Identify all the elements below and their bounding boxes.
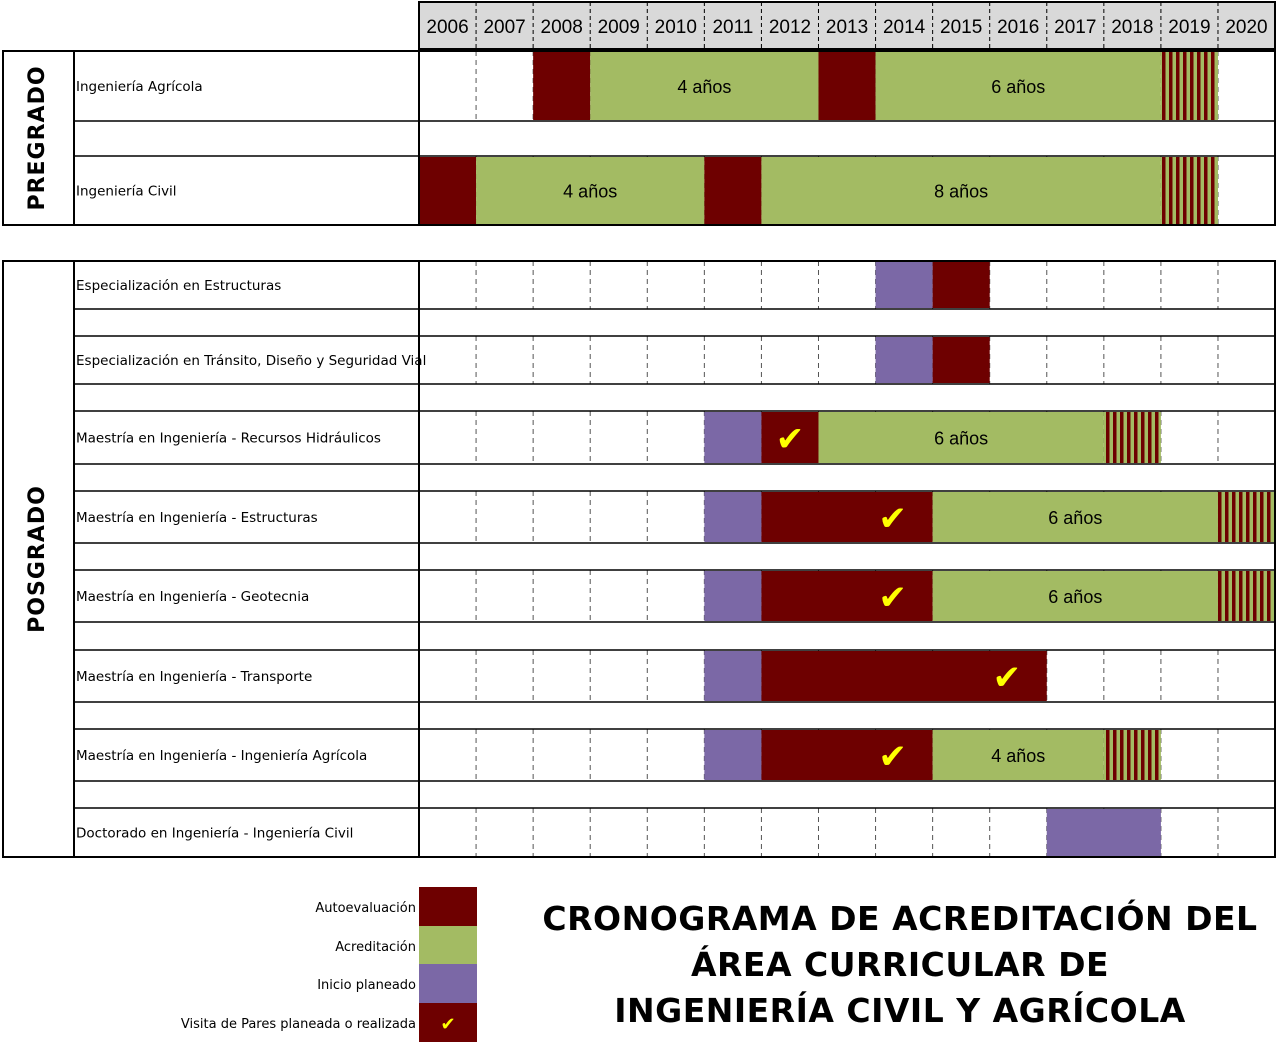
year-tick-label: 2010 [654, 17, 697, 38]
year-tick-label: 2013 [825, 17, 869, 38]
bar-autoevaluacion [818, 52, 875, 120]
program-label: Especialización en Tránsito, Diseño y Seguridad Vial [76, 353, 427, 369]
bar-hatch [1218, 571, 1275, 621]
program-label: Maestría en Ingeniería - Geotecnia [76, 589, 310, 605]
year-tick-label: 2017 [1054, 17, 1097, 38]
year-tick-label: 2012 [768, 17, 812, 38]
program-label: Maestría en Ingeniería - Transporte [76, 669, 313, 685]
bar-hatch [1104, 412, 1161, 463]
legend-label: Acreditación [335, 940, 416, 955]
legend-label: Autoevaluación [315, 901, 416, 916]
year-tick-label: 2014 [882, 17, 926, 38]
legend-label: Inicio planeado [317, 978, 416, 993]
bar-autoevaluacion [704, 157, 761, 224]
duration-label: 6 años [1048, 508, 1103, 528]
peer-visit-check: ✔ [878, 578, 907, 618]
peer-visit-check: ✔ [878, 499, 907, 539]
bar-inicio-planeado [704, 730, 761, 780]
peer-visit-check: ✔ [775, 419, 805, 460]
duration-label: 6 años [934, 428, 989, 449]
program-label: Maestría en Ingeniería - Ingeniería Agrícola [76, 748, 368, 764]
program-label: Ingeniería Civil [76, 183, 177, 200]
bar-inicio-planeado [876, 262, 933, 308]
bar-inicio-planeado [1047, 809, 1161, 856]
duration-label: 4 años [991, 746, 1046, 766]
program-label: Ingeniería Agrícola [76, 79, 203, 95]
year-tick-label: 2011 [712, 17, 754, 38]
bar-autoevaluacion [761, 571, 932, 621]
year-tick-label: 2016 [997, 17, 1040, 38]
year-tick-label: 2020 [1225, 17, 1268, 38]
chart-title: CRONOGRAMA DE ACREDITACIÓN DEL ÁREA CURRICULAR DE INGENIERÍA CIVIL Y AGRÍCOLA [542, 899, 1258, 1030]
year-tick-label: 2009 [597, 17, 640, 38]
year-tick-label: 2018 [1111, 17, 1154, 38]
year-tick-label: 2019 [1168, 17, 1211, 38]
bar-autoevaluacion [761, 492, 932, 542]
duration-label: 4 años [563, 181, 618, 202]
program-label: Especialización en Estructuras [76, 278, 282, 294]
duration-label: 6 años [1048, 587, 1103, 607]
bar-autoevaluacion [933, 262, 990, 308]
duration-label: 8 años [934, 181, 989, 202]
program-label: Maestría en Ingeniería - Recursos Hidráulicos [76, 430, 381, 447]
year-tick-label: 2006 [426, 17, 469, 38]
program-label: Doctorado en Ingeniería - Ingeniería Civil [76, 825, 354, 842]
bar-autoevaluacion [933, 337, 990, 383]
bar-autoevaluacion [419, 157, 476, 224]
legend-check-icon: ✔ [440, 1014, 456, 1035]
bar-inicio-planeado [704, 492, 761, 542]
bar-hatch [1161, 52, 1218, 120]
bar-hatch [1161, 157, 1218, 224]
duration-label: 4 años [677, 77, 732, 97]
bar-inicio-planeado [704, 412, 761, 463]
duration-label: 6 años [991, 77, 1046, 97]
legend-label: Visita de Pares planeada o realizada [180, 1017, 416, 1032]
program-label: Maestría en Ingeniería - Estructuras [76, 510, 318, 526]
legend-swatch [419, 926, 477, 965]
bar-hatch [1218, 492, 1275, 542]
year-tick-label: 2007 [483, 17, 526, 38]
year-tick-label: 2015 [940, 17, 983, 38]
year-tick-label: 2008 [540, 17, 583, 38]
bar-inicio-planeado [704, 651, 761, 701]
group-label: POSGRADO [25, 485, 50, 633]
peer-visit-check: ✔ [992, 658, 1022, 698]
bar-autoevaluacion [761, 730, 932, 780]
peer-visit-check: ✔ [878, 737, 907, 777]
bar-inicio-planeado [704, 571, 761, 621]
bar-inicio-planeado [876, 337, 933, 383]
legend-swatch [419, 964, 477, 1003]
group-label: PREGRADO [25, 65, 50, 211]
bar-autoevaluacion [533, 52, 590, 120]
legend-swatch [419, 887, 477, 926]
bar-hatch [1104, 730, 1161, 780]
